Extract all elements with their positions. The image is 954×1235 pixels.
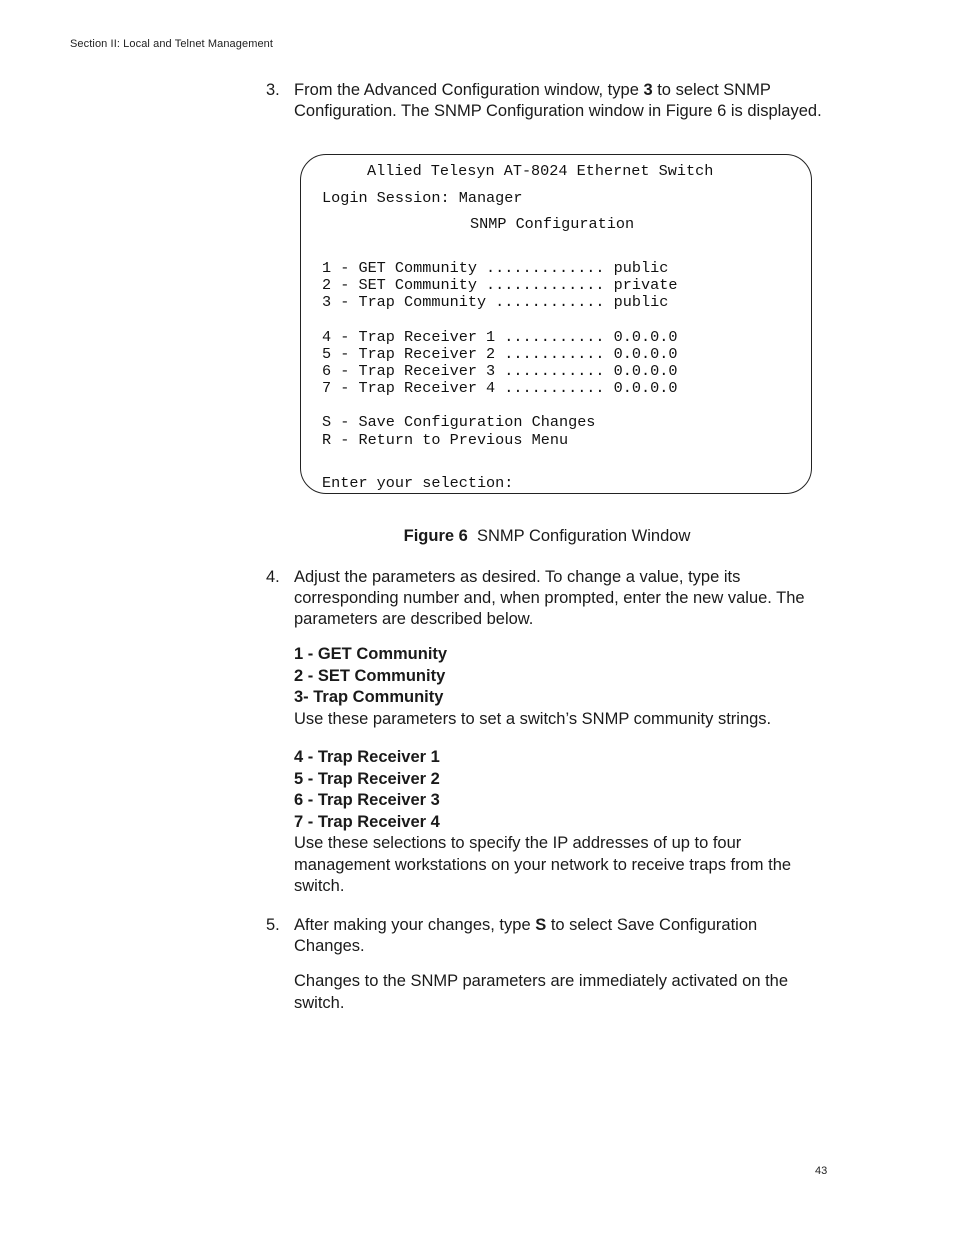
param-heading: 7 - Trap Receiver 4 bbox=[294, 812, 440, 831]
param-heading: 3- Trap Community bbox=[294, 688, 444, 706]
step-number: 5. bbox=[266, 916, 280, 934]
trap-receiver-parameters bbox=[294, 747, 826, 898]
terminal-title: Allied Telesyn AT-8024 Ethernet Switch bbox=[367, 162, 714, 180]
page-number: 43 bbox=[815, 1165, 828, 1177]
terminal-session: Login Session: Manager bbox=[322, 189, 523, 207]
menu-option-save: S - Save Configuration Changes bbox=[322, 413, 596, 431]
snmp-configuration-window bbox=[300, 154, 812, 494]
figure-label: Figure 6 bbox=[403, 527, 468, 545]
key-label: 3 bbox=[643, 81, 653, 99]
param-description: Use these parameters to set a switch’s SNMP community strings. bbox=[294, 709, 772, 728]
key-label: S bbox=[535, 916, 547, 934]
step-text: Adjust the parameters as desired. To change a value, type its corresponding number and, when prompted, enter the new value. The parameters are described below. bbox=[294, 568, 805, 628]
menu-option-get-community: 1 - GET Community ............. public bbox=[322, 259, 669, 277]
menu-option-trap-receiver-1: 4 - Trap Receiver 1 ........... 0.0.0.0 bbox=[322, 328, 678, 346]
menu-option-trap-receiver-2: 5 - Trap Receiver 2 ........... 0.0.0.0 bbox=[322, 345, 678, 363]
param-heading: 4 - Trap Receiver 1 bbox=[294, 748, 440, 766]
menu-option-trap-community: 3 - Trap Community ............ public bbox=[322, 293, 669, 311]
param-heading: 2 - SET Community bbox=[294, 666, 446, 685]
param-heading: 1 - GET Community bbox=[294, 645, 448, 663]
figure-caption-text: SNMP Configuration Window bbox=[476, 527, 691, 545]
step-4 bbox=[266, 567, 826, 898]
menu-option-trap-receiver-3: 6 - Trap Receiver 3 ........... 0.0.0.0 bbox=[322, 362, 678, 380]
running-header: Section II: Local and Telnet Management bbox=[70, 38, 274, 50]
figure-caption bbox=[0, 527, 954, 546]
step-text: From the Advanced Configuration window, type 3 to select SNMP Configuration. The SNMP Configuration window in Figure 6 is displayed. bbox=[294, 81, 822, 120]
terminal-prompt: Enter your selection: bbox=[322, 474, 514, 492]
terminal-menu-title: SNMP Configuration bbox=[470, 215, 635, 233]
menu-option-return: R - Return to Previous Menu bbox=[322, 431, 569, 449]
step-number: 3. bbox=[266, 81, 280, 99]
community-parameters bbox=[294, 644, 826, 730]
step-3 bbox=[266, 80, 826, 122]
step-number: 4. bbox=[266, 568, 280, 586]
param-heading: 6 - Trap Receiver 3 bbox=[294, 791, 440, 809]
step-5 bbox=[266, 915, 826, 1014]
menu-option-trap-receiver-4: 7 - Trap Receiver 4 ........... 0.0.0.0 bbox=[322, 379, 678, 397]
param-heading: 5 - Trap Receiver 2 bbox=[294, 769, 440, 788]
step-note: Changes to the SNMP parameters are immediately activated on the switch. bbox=[294, 972, 789, 1012]
menu-option-set-community: 2 - SET Community ............. private bbox=[322, 276, 678, 294]
step-text: After making your changes, type S to select Save Configuration Changes. bbox=[294, 916, 758, 955]
param-description: Use these selections to specify the IP addresses of up to four management workstations on your network to receive traps from the switch. bbox=[294, 834, 792, 895]
